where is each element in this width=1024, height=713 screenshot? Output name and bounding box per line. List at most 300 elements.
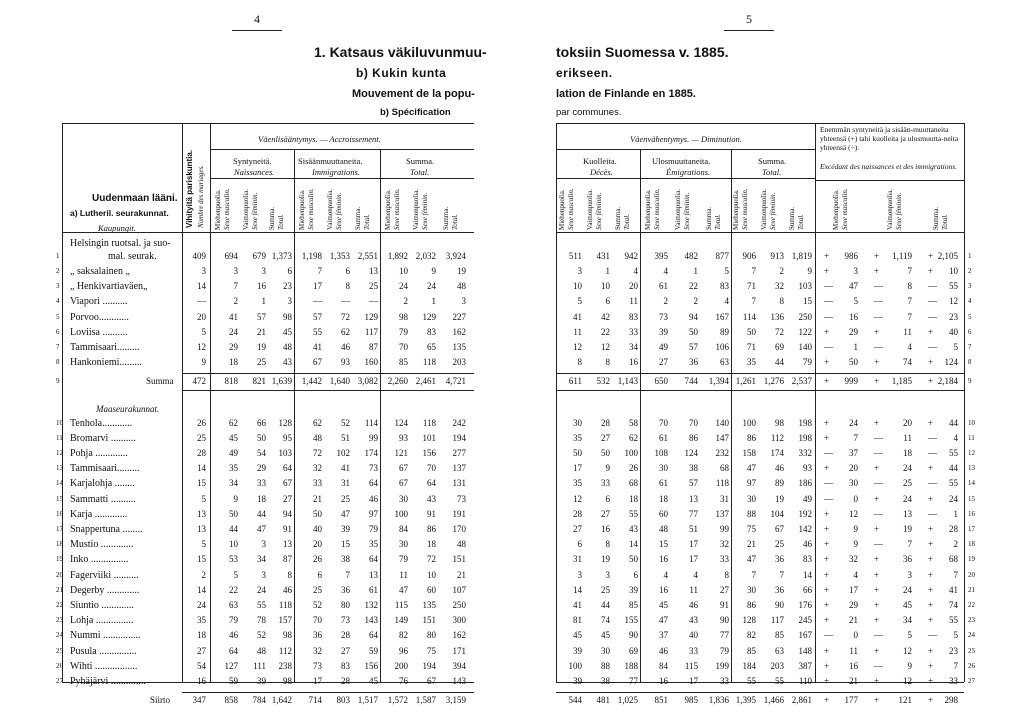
cell-accroissement: 78: [257, 615, 266, 626]
cell-diminution: 19: [601, 554, 610, 565]
cell-diminution: 20: [629, 281, 638, 292]
cell-accroissement: 7: [233, 281, 238, 292]
row-index-right: 21: [968, 585, 975, 594]
row-marriages: 5: [201, 493, 206, 504]
cell-excess-sign: +: [874, 645, 880, 656]
row-index: 3: [56, 282, 60, 291]
row-name: Viapori ..........: [70, 296, 128, 308]
cell-accroissement: 19: [257, 342, 266, 352]
cell-diminution: 22: [601, 326, 610, 337]
cell-excess-value: 17: [849, 584, 858, 595]
cell-accroissement: 34: [229, 478, 238, 489]
cell-diminution: 16: [659, 676, 668, 686]
cell-diminution: 66: [803, 584, 812, 595]
cell-accroissement: 76: [399, 676, 408, 686]
cell-diminution: 1,836: [708, 695, 729, 706]
row-index-right: 3: [968, 282, 972, 291]
cell-excess-value: 1,119: [892, 251, 912, 261]
cell-diminution: 250: [798, 311, 812, 322]
cell-excess-sign: +: [824, 508, 830, 519]
cell-diminution: 2: [663, 296, 668, 307]
cell-diminution: 9: [807, 266, 812, 276]
cell-excess-sign: —: [874, 311, 883, 322]
cell-diminution: 906: [742, 251, 756, 261]
cell-excess-value: 999: [844, 376, 858, 387]
cell-diminution: 86: [747, 432, 756, 443]
cell-excess-value: 11: [903, 326, 912, 337]
cell-excess-sign: +: [824, 376, 830, 387]
row-index-right: 13: [968, 464, 975, 473]
cell-diminution: 39: [629, 584, 638, 595]
cell-diminution: 112: [770, 432, 784, 443]
row-index: 22: [56, 601, 63, 609]
cell-excess-sign: +: [824, 432, 830, 443]
cell-accroissement: 24: [427, 281, 436, 292]
cell-diminution: 4: [724, 296, 729, 307]
cell-accroissement: 1,517: [357, 695, 378, 706]
cell-excess-sign: +: [874, 493, 880, 504]
cell-diminution: 188: [624, 660, 638, 671]
right-header-deces: Décès.: [590, 167, 613, 177]
cell-excess-value: 44: [949, 417, 958, 428]
cell-diminution: 49: [803, 493, 812, 504]
cell-diminution: 82: [747, 630, 756, 641]
cell-diminution: 44: [601, 600, 610, 610]
row-marriages: 15: [197, 478, 206, 489]
row-marriages: 9: [201, 357, 206, 368]
row-index: 7: [56, 343, 60, 351]
cell-excess-sign: +: [874, 266, 880, 276]
left-header-total: Total.: [410, 167, 430, 177]
cell-accroissement: 17: [313, 281, 322, 292]
cell-diminution: 1,395: [735, 695, 756, 706]
cell-diminution: 13: [689, 493, 698, 504]
cell-excess-value: 1: [853, 342, 858, 352]
cell-diminution: 114: [742, 311, 756, 322]
cell-diminution: 10: [573, 281, 582, 292]
row-name: Pohja .............: [70, 448, 128, 459]
cell-diminution: 43: [629, 524, 638, 534]
row-name: Fagerviiki ..........: [70, 569, 139, 581]
cell-accroissement: 8: [287, 569, 292, 580]
right-header-total: Total.: [762, 167, 782, 177]
cell-diminution: 18: [629, 493, 638, 504]
cell-accroissement: 52: [313, 600, 322, 610]
excess-subcol-fr: Sexe féminin.: [895, 192, 903, 230]
cell-diminution: 1,466: [763, 695, 784, 706]
cell-accroissement: 679: [252, 251, 266, 261]
left-header-summa: Summa.: [406, 156, 435, 166]
cell-diminution: 12: [573, 493, 582, 504]
cell-accroissement: 41: [313, 342, 322, 352]
row-index-right: 25: [968, 646, 975, 655]
right-table-top-rule: [556, 123, 964, 124]
cell-diminution: 16: [601, 524, 610, 534]
cell-diminution: 61: [659, 432, 668, 443]
cell-accroissement: 67: [283, 478, 292, 489]
cell-diminution: 2,861: [791, 695, 812, 706]
cell-diminution: 46: [659, 645, 668, 656]
cell-accroissement: 44: [257, 508, 266, 519]
cell-accroissement: 52: [341, 417, 350, 428]
cell-diminution: 27: [720, 584, 729, 595]
right-subcol-fi: Summa.: [705, 206, 713, 230]
row-name: Hankoniemi.........: [70, 357, 142, 369]
cell-diminution: 395: [654, 251, 668, 261]
cell-accroissement: 1,572: [387, 695, 408, 706]
cell-accroissement: 2,260: [387, 376, 408, 387]
cell-excess-sign: —: [824, 281, 833, 292]
cell-excess-value: 12: [949, 296, 958, 307]
cell-diminution: 46: [775, 463, 784, 474]
cell-accroissement: 25: [341, 493, 350, 504]
cell-excess-sign: —: [928, 432, 937, 443]
cell-accroissement: 67: [313, 357, 322, 368]
cell-accroissement: 821: [252, 376, 266, 387]
row-index: 27: [56, 677, 63, 685]
cell-accroissement: 48: [313, 432, 322, 443]
cell-diminution: 1,261: [735, 376, 756, 387]
cell-accroissement: 91: [283, 524, 292, 534]
cell-diminution: 67: [775, 524, 784, 534]
cell-accroissement: 99: [369, 432, 378, 443]
cell-diminution: 36: [775, 584, 784, 595]
cell-diminution: 48: [659, 524, 668, 534]
cell-excess-value: 7: [953, 569, 958, 580]
row-index: 19: [56, 555, 63, 564]
cell-diminution: 91: [720, 600, 729, 610]
cell-accroissement: 24: [229, 326, 238, 337]
row-index: 10: [56, 418, 63, 427]
cell-diminution: 33: [689, 645, 698, 656]
cell-diminution: 49: [659, 342, 668, 352]
cell-accroissement: 73: [457, 493, 466, 504]
row-marriages: 20: [197, 311, 206, 322]
row-index-right: 6: [968, 327, 972, 336]
cell-excess-sign: +: [928, 539, 934, 550]
cell-diminution: 877: [715, 251, 729, 261]
right-subcol-fr: Total.: [714, 214, 722, 230]
cell-accroissement: 25: [369, 281, 378, 292]
cell-accroissement: 127: [224, 660, 238, 671]
cell-diminution: 27: [601, 432, 610, 443]
cell-accroissement: 118: [422, 357, 436, 368]
cell-diminution: 26: [629, 463, 638, 474]
cell-diminution: 30: [747, 584, 756, 595]
cell-diminution: 100: [742, 417, 756, 428]
cell-diminution: 4: [633, 266, 638, 276]
cell-diminution: 108: [654, 448, 668, 458]
cell-diminution: 30: [601, 645, 610, 656]
cell-excess-value: 121: [898, 695, 912, 706]
cell-diminution: 203: [770, 660, 784, 671]
cell-diminution: 137: [715, 508, 729, 519]
right-header-rule-2: [556, 178, 815, 179]
cell-accroissement: 48: [457, 281, 466, 292]
row-name: Tammisaari.........: [70, 342, 140, 353]
row-index: 1: [56, 252, 60, 260]
row-index-right: 8: [968, 358, 972, 367]
cell-accroissement: 98: [283, 311, 292, 322]
right-header-kuolleita: Kuolleita.: [583, 156, 617, 166]
row-index: 2: [56, 267, 60, 275]
left-index-line: [62, 123, 63, 682]
cell-accroissement: 115: [394, 600, 408, 610]
row-marriages: 54: [197, 660, 206, 671]
cell-accroissement: 7: [345, 569, 350, 580]
cell-diminution: 1,819: [791, 251, 812, 261]
cell-accroissement: 46: [341, 342, 350, 352]
cell-accroissement: 62: [229, 417, 238, 428]
cell-diminution: 118: [715, 478, 729, 489]
cell-excess-sign: +: [928, 554, 934, 565]
cell-accroissement: 18: [229, 357, 238, 368]
title-right-fr: lation de Finlande en 1885.: [556, 88, 696, 100]
cell-accroissement: 143: [364, 615, 378, 626]
cell-excess-sign: +: [824, 463, 830, 474]
row-marriages: 26: [197, 417, 206, 428]
row-index-right: 27: [968, 677, 975, 685]
cell-accroissement: 111: [253, 660, 266, 671]
cell-accroissement: 191: [452, 508, 466, 519]
cell-diminution: 155: [624, 615, 638, 626]
cell-diminution: 106: [715, 342, 729, 352]
left-header-marriages-fr: Nombre des mariages.: [197, 165, 205, 228]
cell-accroissement: 55: [313, 326, 322, 337]
row-marriages: 13: [197, 508, 206, 519]
cell-accroissement: 3: [261, 266, 266, 276]
title-right-sub: erikseen.: [556, 66, 613, 80]
left-header-rule-2: [210, 178, 474, 179]
cell-accroissement: 39: [341, 524, 350, 534]
cell-accroissement: 18: [257, 493, 266, 504]
cell-excess-value: 4: [953, 432, 958, 443]
cell-accroissement: 2,032: [415, 251, 436, 261]
cell-accroissement: —: [313, 296, 322, 307]
cell-accroissement: 9: [431, 266, 436, 276]
summa-rule-right-below: [556, 390, 964, 391]
cell-accroissement: 70: [427, 463, 436, 474]
cell-accroissement: 28: [341, 630, 350, 641]
cell-excess-value: 0: [853, 493, 858, 504]
cell-diminution: 19: [775, 493, 784, 504]
row-index-right: 2: [968, 267, 972, 275]
cell-accroissement: 97: [369, 508, 378, 519]
cell-accroissement: 1,442: [301, 376, 322, 387]
cell-accroissement: 694: [224, 251, 238, 261]
cell-diminution: 3: [577, 569, 582, 580]
cell-excess-value: 55: [949, 615, 958, 626]
cell-accroissement: 40: [313, 524, 322, 534]
cell-diminution: 12: [601, 342, 610, 352]
cell-diminution: 33: [720, 554, 729, 565]
cell-excess-value: 7: [907, 266, 912, 276]
cell-accroissement: 36: [313, 630, 322, 641]
cell-accroissement: 784: [252, 695, 266, 706]
cell-accroissement: 87: [369, 342, 378, 352]
cell-excess-sign: +: [928, 600, 934, 610]
cell-accroissement: 102: [336, 448, 350, 458]
cell-accroissement: 27: [283, 493, 292, 504]
cell-diminution: 431: [596, 251, 610, 261]
cell-excess-sign: —: [928, 630, 937, 641]
row-name: Karjalohja ........: [70, 478, 135, 490]
cell-diminution: 33: [629, 326, 638, 337]
cell-diminution: 25: [601, 584, 610, 595]
cell-excess-value: 7: [907, 311, 912, 322]
cell-accroissement: 64: [369, 478, 378, 489]
row-name: Tenhola............: [70, 417, 133, 429]
row-name: Porvoo............: [70, 311, 129, 323]
cell-diminution: 31: [720, 493, 729, 504]
cell-diminution: 192: [798, 508, 812, 519]
cell-excess-value: 1: [953, 508, 958, 519]
row-index: 18: [56, 540, 63, 549]
cell-diminution: 34: [629, 342, 638, 352]
cell-excess-sign: —: [928, 508, 937, 519]
row-marriages: 24: [197, 600, 206, 610]
cell-excess-value: 18: [903, 448, 912, 458]
cell-diminution: 51: [689, 524, 698, 534]
cell-accroissement: 22: [229, 584, 238, 595]
cell-excess-value: 177: [844, 695, 858, 706]
cell-excess-value: 20: [903, 417, 912, 428]
right-subcol-fr: Sexe féminin.: [595, 192, 603, 230]
left-subcol-fr: Sexe féminin.: [251, 192, 259, 230]
cell-diminution: 62: [629, 432, 638, 443]
cell-accroissement: 160: [364, 357, 378, 368]
cell-accroissement: 46: [229, 630, 238, 641]
cell-excess-value: 24: [903, 463, 912, 474]
cell-diminution: 147: [715, 432, 729, 443]
cell-excess-value: 986: [844, 251, 858, 261]
row-index-right: 20: [968, 570, 975, 579]
cell-excess-sign: +: [824, 584, 830, 595]
cell-accroissement: 25: [257, 357, 266, 368]
cell-diminution: 69: [629, 645, 638, 656]
cell-diminution: 199: [715, 660, 729, 671]
cell-accroissement: 79: [369, 524, 378, 534]
cell-diminution: 79: [720, 645, 729, 656]
cell-accroissement: 118: [422, 417, 436, 428]
cell-accroissement: 94: [283, 508, 292, 519]
summa-rule-right: [556, 373, 964, 374]
cell-diminution: 650: [654, 376, 668, 387]
cell-accroissement: 35: [229, 463, 238, 474]
cell-excess-sign: +: [824, 676, 830, 686]
right-subcol-fr: Sexe masculin.: [653, 188, 661, 230]
row-marriages: 18: [197, 630, 206, 641]
right-subcol-fr: Total.: [623, 214, 631, 230]
cell-excess-sign: +: [824, 554, 830, 565]
cell-excess-value: 47: [849, 281, 858, 292]
cell-excess-value: 11: [849, 645, 858, 656]
cell-excess-value: 7: [853, 432, 858, 443]
cell-excess-value: 7: [907, 539, 912, 550]
cell-diminution: 89: [720, 326, 729, 337]
cell-accroissement: 171: [452, 645, 466, 656]
cell-diminution: 71: [747, 281, 756, 292]
cell-excess-sign: +: [874, 524, 880, 534]
cell-accroissement: 27: [341, 645, 350, 656]
cell-accroissement: 64: [369, 630, 378, 641]
cell-excess-value: 10: [949, 266, 958, 276]
row-marriages: 13: [197, 524, 206, 534]
cell-diminution: 136: [770, 311, 784, 322]
left-subcol-fi: Miehenpuolia.: [214, 189, 222, 230]
cell-diminution: 9: [605, 463, 610, 474]
cell-accroissement: 47: [341, 508, 350, 519]
cell-accroissement: 75: [427, 645, 436, 656]
cell-accroissement: 6: [287, 266, 292, 276]
cell-excess-sign: +: [928, 251, 934, 261]
left-subcol-fr: Sexe féminin.: [421, 192, 429, 230]
cell-accroissement: 3: [233, 266, 238, 276]
right-header-rule-1: [556, 149, 815, 150]
page-number-left-rule: [232, 30, 282, 31]
cell-diminution: 5: [724, 266, 729, 276]
cell-excess-sign: +: [824, 660, 830, 671]
cell-diminution: 72: [775, 326, 784, 337]
cell-diminution: 232: [715, 448, 729, 458]
row-index: 5: [56, 312, 60, 321]
cell-diminution: 7: [751, 266, 756, 276]
left-header-naissances: Naissances.: [234, 167, 275, 177]
excess-subcol-fr: Total.: [941, 214, 949, 230]
cell-excess-sign: +: [928, 660, 934, 671]
cell-accroissement: 3: [287, 296, 292, 307]
cell-accroissement: 57: [313, 311, 322, 322]
cell-accroissement: 48: [457, 539, 466, 550]
cell-excess-sign: +: [928, 463, 934, 474]
cell-accroissement: 15: [341, 539, 350, 550]
row-index: 9: [56, 377, 60, 386]
cell-excess-sign: +: [928, 645, 934, 656]
cell-accroissement: 277: [452, 448, 466, 458]
cell-accroissement: 64: [283, 463, 292, 474]
row-name: Siuntio .............: [70, 600, 134, 611]
row-name: Pyhäjärvi ..............: [70, 676, 146, 687]
row-index: 25: [56, 646, 63, 655]
cell-accroissement: 82: [399, 630, 408, 641]
cell-accroissement: 3,924: [445, 251, 466, 261]
cell-accroissement: 50: [313, 508, 322, 519]
cell-accroissement: 114: [364, 417, 378, 428]
cell-excess-value: 30: [849, 478, 858, 489]
cell-diminution: 84: [659, 660, 668, 671]
cell-diminution: 16: [659, 584, 668, 595]
cell-diminution: 1: [693, 266, 698, 276]
cell-accroissement: 3: [261, 569, 266, 580]
cell-accroissement: 59: [369, 645, 378, 656]
cell-accroissement: 4,721: [445, 376, 466, 387]
cell-excess-sign: +: [824, 569, 830, 580]
cell-accroissement: 63: [229, 600, 238, 610]
cell-excess-sign: +: [824, 695, 830, 706]
cell-accroissement: 29: [257, 463, 266, 474]
cell-diminution: 77: [629, 676, 638, 686]
cell-diminution: 15: [659, 539, 668, 550]
left-subcol-fr: Sexe masculin.: [307, 188, 315, 230]
right-table-header-rule: [556, 232, 964, 233]
cell-excess-value: 12: [903, 676, 912, 686]
row-index-right: 9: [968, 377, 972, 386]
cell-diminution: 4: [663, 266, 668, 276]
cell-excess-value: 8: [907, 281, 912, 292]
cell-excess-sign: +: [874, 554, 880, 565]
cell-diminution: 176: [798, 600, 812, 610]
cell-diminution: 88: [747, 508, 756, 519]
